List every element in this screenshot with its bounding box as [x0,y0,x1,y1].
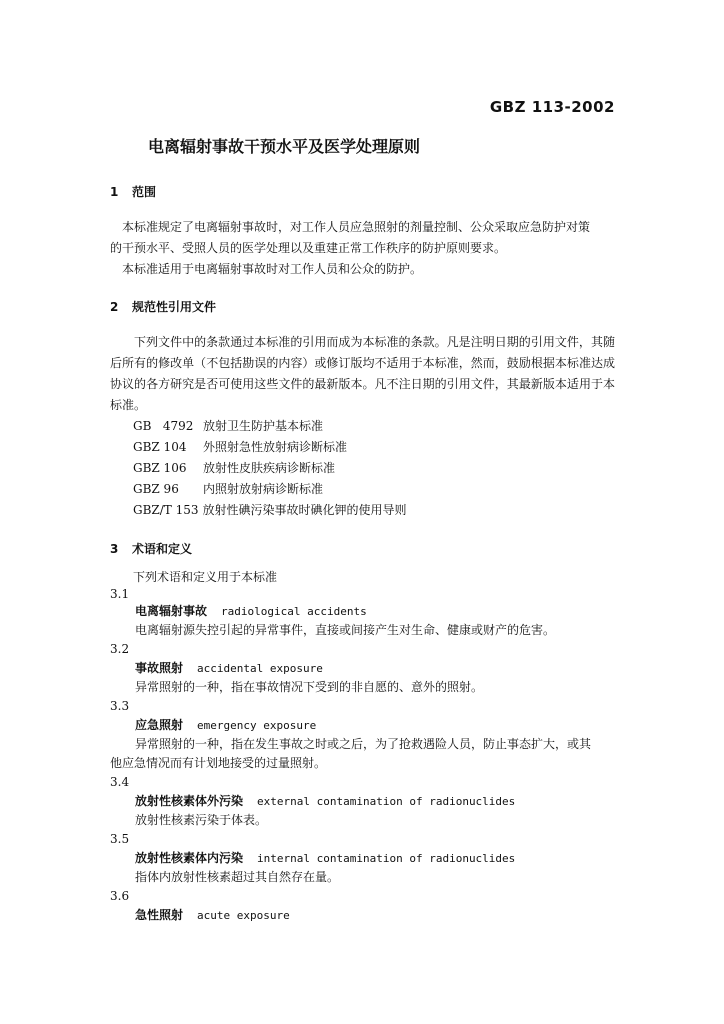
reference-code: GBZ 96 [133,482,179,496]
section-number: 2 [110,300,119,314]
paragraph-line: 本标准规定了电离辐射事故时，对工作人员应急照射的剂量控制、公众采取应急防护对策 [122,220,591,234]
term-chinese: 应急照射 [135,718,184,732]
term-number: 3.3 [110,699,130,713]
term-definition: 异常照射的一种，指在事故情况下受到的非自愿的、意外的照射。 [135,680,484,694]
term-number: 3.2 [110,642,130,656]
section-title: 术语和定义 [132,542,193,556]
term-number: 3.6 [110,889,130,903]
term-definition-continued: 他应急情况而有计划地接受的过量照射。 [110,756,327,770]
document-title: 电离辐射事故干预水平及医学处理原则 [148,137,421,156]
paragraph: 下列文件中的条款通过本标准的引用而成为本标准的条款。凡是注明日期的引用文件，其随后所有的修改单（不包括勘误的内容）或修订版均不适用于本标准，然而，鼓励根据本标准达成协议的各方研究是否可使用这些文件的最新版本。凡不注日期的引用文件，其最新版本适用于本标准。 [110,335,615,412]
reference-item [133,416,323,437]
section-title: 规范性引用文件 [132,300,217,314]
paragraph-line: 的干预水平、受照人员的医学处理以及重建正常工作秩序的防护原则要求。 [110,241,507,255]
section-1-heading [110,183,156,200]
term-heading [135,715,316,736]
term-chinese: 放射性核素体内污染 [135,851,244,865]
reference-code: GBZ/T 153 [133,503,199,517]
term-heading [135,905,290,926]
term-number: 3.1 [110,587,130,601]
term-english: radiological accidents [221,605,367,618]
reference-title: 放射性碘污染事故时碘化钾的使用导则 [202,503,407,517]
section-3-heading [110,540,192,557]
term-chinese: 急性照射 [135,908,184,922]
reference-title: 外照射急性放射病诊断标准 [203,440,348,454]
term-definition: 电离辐射源失控引起的异常事件，直接或间接产生对生命、健康或财产的危害。 [135,623,556,637]
term-english: internal contamination of radionuclides [257,852,516,865]
reference-item [133,458,335,479]
section-title: 范围 [132,185,157,199]
term-definition: 放射性核素污染于体表。 [135,813,268,827]
section-number: 1 [110,185,119,199]
term-chinese: 电离辐射事故 [135,604,208,618]
term-heading [135,658,323,679]
term-definition: 异常照射的一种，指在发生事故之时或之后，为了抢救遇险人员，防止事态扩大，或其 [135,737,592,751]
section-intro: 下列术语和定义用于本标准 [133,570,278,584]
reference-code: GBZ 106 [133,461,187,475]
term-english: external contamination of radionuclides [257,795,516,808]
term-heading [135,791,515,812]
term-english: acute exposure [197,909,290,922]
term-heading [135,601,367,622]
reference-code: GB 4792 [133,419,194,433]
term-english: emergency exposure [197,719,317,732]
term-chinese: 放射性核素体外污染 [135,794,244,808]
reference-item [133,437,347,458]
standard-number: GBZ 113-2002 [489,98,615,116]
section-2-heading [110,298,216,315]
term-english: accidental exposure [197,662,323,675]
reference-code: GBZ 104 [133,440,187,454]
term-heading [135,848,515,869]
term-number: 3.4 [110,775,130,789]
reference-title: 内照射放射病诊断标准 [203,482,324,496]
section-number: 3 [110,542,119,556]
term-chinese: 事故照射 [135,661,184,675]
reference-title: 放射性皮肤疾病诊断标准 [203,461,336,475]
term-definition: 指体内放射性核素超过其自然存在量。 [135,870,340,884]
paragraph-line: 本标准适用于电离辐射事故时对工作人员和公众的防护。 [122,262,423,276]
term-number: 3.5 [110,832,130,846]
reference-item [133,500,407,521]
reference-title: 放射卫生防护基本标准 [203,419,324,433]
reference-item [133,479,323,500]
